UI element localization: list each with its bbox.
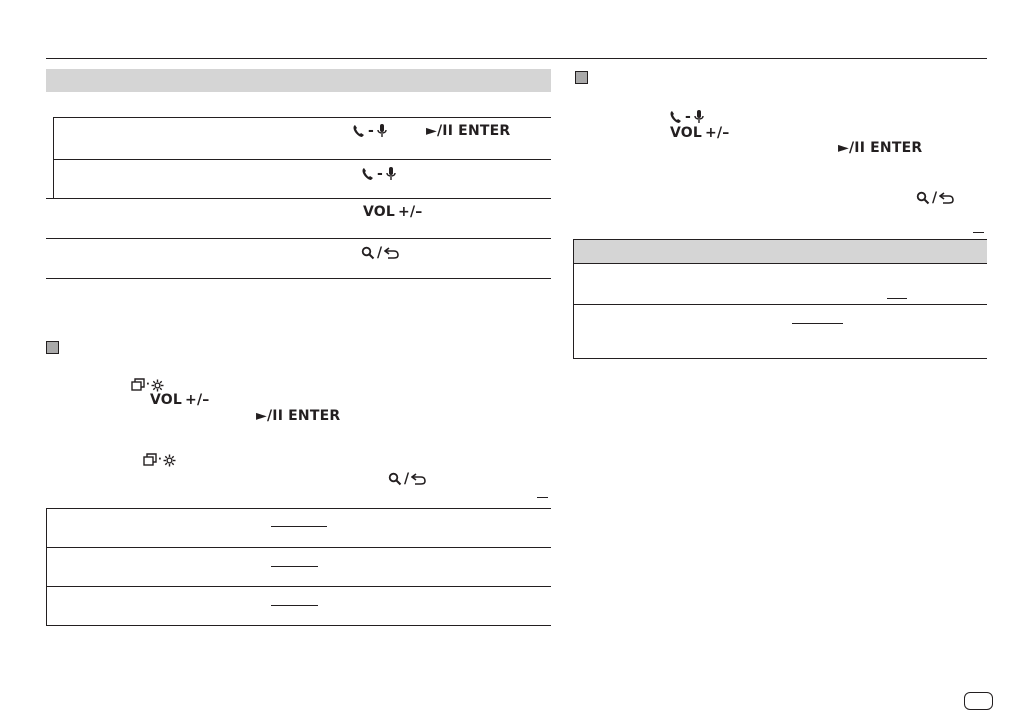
display-icon [143, 453, 157, 467]
microphone-icon [376, 123, 388, 139]
right-table-rule-2 [573, 304, 987, 305]
dot-sep: · [146, 379, 150, 390]
search-icon [916, 191, 930, 205]
play-enter-key-1: ►/II ENTER [426, 123, 511, 139]
settings-table-top [46, 508, 551, 509]
search-back-keys-left [388, 470, 427, 488]
default-underline-3 [271, 605, 318, 606]
default-underline-4 [887, 298, 907, 299]
left-table-rule-2 [53, 159, 551, 160]
slash: / [932, 190, 938, 206]
search-icon [361, 246, 375, 260]
dot-sep: · [158, 454, 162, 465]
section-marker-left [46, 341, 59, 354]
left-table-rule-3 [46, 198, 551, 199]
left-table-rule-4 [46, 238, 551, 239]
default-underline-5 [792, 323, 843, 324]
slash: / [404, 471, 410, 487]
play-enter-keys-left [256, 407, 340, 425]
left-table-rule-1 [53, 117, 551, 118]
vol-key: VOL [363, 204, 396, 220]
search-icon [388, 472, 402, 486]
left-table-rule-5 [46, 278, 551, 279]
left-table-left-border [53, 117, 54, 198]
settings-table-left-border [46, 508, 47, 625]
vol-key: VOL [670, 125, 703, 141]
display-icon [131, 378, 145, 392]
default-underline-2 [271, 566, 318, 567]
row3-keys [363, 203, 422, 221]
settings-table-rule-2 [46, 586, 551, 587]
microphone-icon [385, 166, 397, 182]
vol-key: VOL [150, 392, 183, 408]
page-number-badge [964, 692, 993, 710]
dash-sep: - [377, 166, 384, 182]
play-enter-key-3: ►/II ENTER [838, 140, 923, 156]
vol-keys-right [670, 124, 729, 142]
section-marker-right [575, 71, 588, 84]
search-back-keys-right [916, 189, 955, 207]
phone-icon [669, 109, 683, 125]
microphone-icon [693, 109, 705, 125]
slash: / [377, 245, 383, 261]
default-mark-left [537, 497, 548, 498]
left-table-header-band [46, 69, 551, 92]
vol-plusminus: +/– [705, 125, 730, 141]
dash-sep: - [368, 123, 375, 139]
top-rule [46, 58, 987, 59]
vol-plusminus: +/– [185, 392, 210, 408]
back-icon [939, 191, 955, 205]
right-table-left-border [573, 239, 574, 358]
settings-icon [151, 379, 164, 392]
right-table-rule-1 [573, 263, 987, 264]
vol-keys-left [150, 391, 209, 409]
vol-plusminus: +/– [398, 204, 423, 220]
back-icon [411, 472, 427, 486]
play-enter-keys-right [838, 139, 922, 157]
settings-table-bottom [46, 625, 551, 626]
settings-icon [163, 454, 176, 467]
back-icon [384, 246, 400, 260]
default-underline-1 [271, 526, 327, 527]
play-enter-key-2: ►/II ENTER [256, 408, 341, 424]
settings-table-rule-1 [46, 547, 551, 548]
dash-sep: - [685, 109, 692, 125]
row2-keys [361, 165, 397, 183]
right-table-header-band [574, 240, 987, 263]
phone-icon [361, 166, 375, 182]
right-table-bottom [573, 358, 987, 359]
display-settings-keys-2 [143, 451, 176, 469]
row1-keys [352, 122, 510, 140]
row4-keys [361, 244, 400, 262]
default-mark-right [973, 232, 984, 233]
phone-icon [352, 123, 366, 139]
